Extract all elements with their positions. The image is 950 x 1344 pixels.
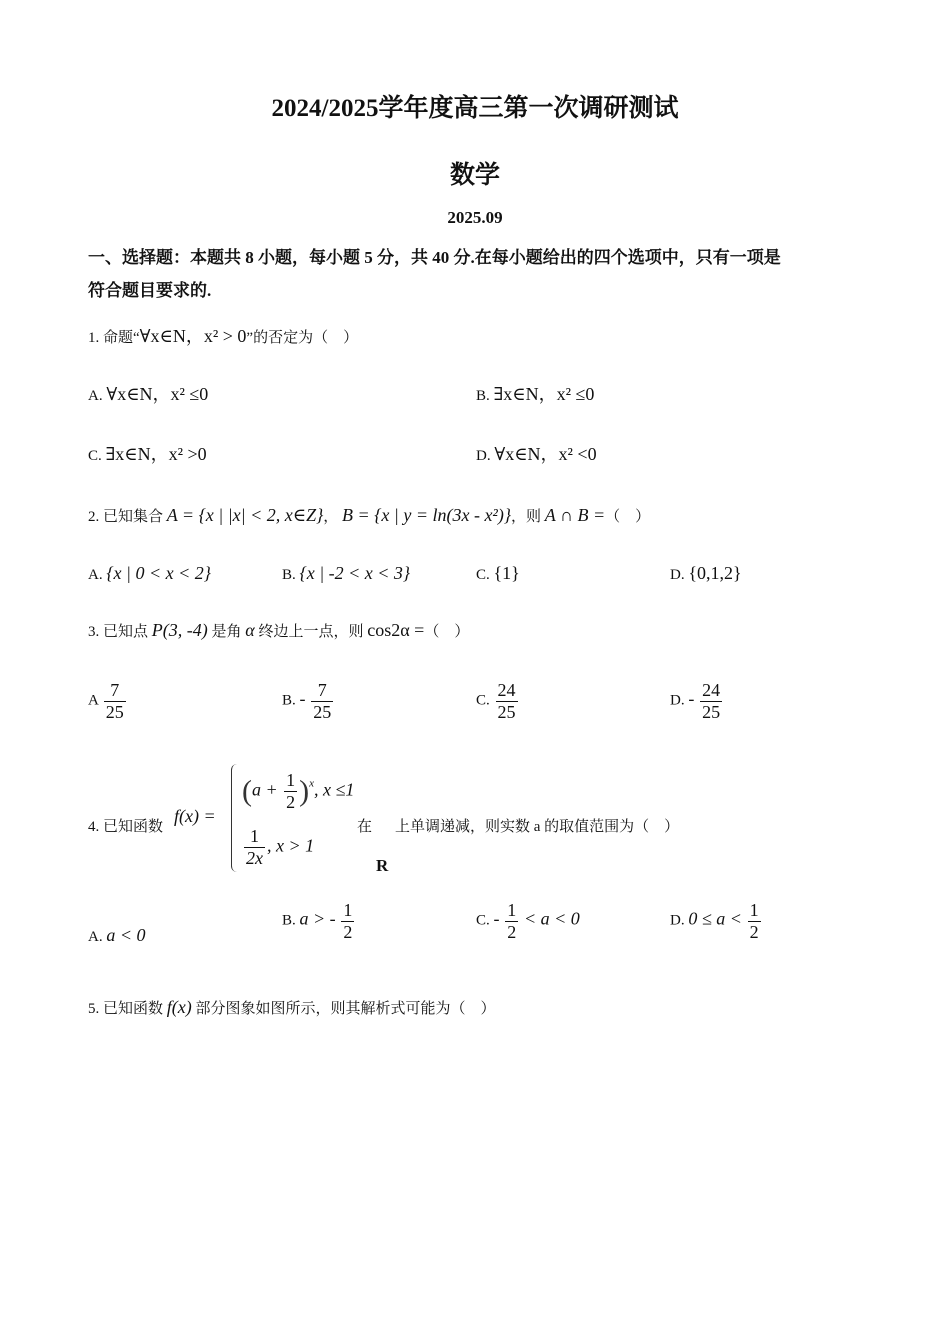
q2-prefix: 2. 已知集合 bbox=[88, 509, 164, 525]
q4-case-2-fraction: $\frac{1}{2x}$ bbox=[246, 826, 263, 868]
q4-prefix: 4. 已知函数 bbox=[88, 819, 164, 835]
section-heading bbox=[88, 241, 868, 307]
q4-option-d[interactable]: D. 0 ≤ a < $\frac{1}{2}$ bbox=[670, 900, 759, 942]
q4-case-1-fraction: $\frac{1}{2}$ bbox=[286, 770, 296, 812]
q4-piecewise-brace bbox=[231, 764, 238, 872]
exam-date: 2025.09 bbox=[447, 208, 503, 227]
q3-expr: cos2α = bbox=[367, 620, 425, 640]
q3-option-c[interactable]: C. $\frac{24}{25}$ bbox=[476, 680, 516, 722]
q4-option-b-fraction: $\frac{1}{2}$ bbox=[343, 900, 353, 942]
q3-option-a[interactable]: A $\frac{7}{25}$ bbox=[88, 680, 124, 722]
q2-option-b[interactable]: B. {x | -2 < x < 3} bbox=[282, 563, 411, 583]
q3-option-b[interactable]: B. - $\frac{7}{25}$ bbox=[282, 680, 332, 722]
q3-option-c-fraction: $\frac{24}{25}$ bbox=[497, 680, 516, 722]
q3-option-a-fraction: $\frac{7}{25}$ bbox=[105, 680, 124, 722]
q2-option-d[interactable]: D. {0,1,2} bbox=[670, 563, 742, 583]
q1-math: ∀x∈N，x² > 0 bbox=[139, 326, 247, 346]
q2-set-b: B = {x | y = ln(3x - x²)} bbox=[342, 505, 512, 525]
q5-function-name: f(x) bbox=[166, 997, 192, 1017]
q4-option-c-fraction: $\frac{1}{2}$ bbox=[507, 900, 517, 942]
section-line-1: 一、选择题：本题共 8 小题，每小题 5 分，共 40 分.在每小题给出的四个选项中，只有一项是 bbox=[88, 248, 781, 267]
q4-domain: R bbox=[376, 856, 389, 875]
q2-suffix: （ ） bbox=[605, 509, 651, 525]
exam-title: 2024/2025学年度高三第一次调研测试 bbox=[271, 95, 679, 122]
q4-option-c[interactable]: C. - $\frac{1}{2}$ < a < 0 bbox=[476, 900, 580, 942]
q3-point: P(3, -4) bbox=[151, 620, 208, 640]
q4-option-b[interactable]: B. a > - $\frac{1}{2}$ bbox=[282, 900, 353, 942]
question-2: 2. 已知集合 A = {x | |x| < 2, x∈Z}， B = {x | y = ln(3x - x²)}，则 A ∩ B =（ ） bbox=[88, 505, 651, 525]
q3-option-d[interactable]: D. - $\frac{24}{25}$ bbox=[670, 680, 721, 722]
question-5: 5. 已知函数 f(x) 部分图象如图所示，则其解析式可能为（ ） bbox=[88, 997, 496, 1017]
q3-option-b-fraction: $\frac{7}{25}$ bbox=[313, 680, 332, 722]
q2-ask: A ∩ B = bbox=[544, 505, 606, 525]
q1-option-a[interactable]: A. ∀x∈N，x² ≤0 bbox=[88, 384, 209, 404]
q2-option-c[interactable]: C. {1} bbox=[476, 563, 520, 583]
q1-prefix: 1. 命题“ bbox=[88, 330, 140, 346]
q4-on: 在 bbox=[357, 819, 373, 835]
question-1 bbox=[88, 322, 358, 348]
q1-option-b[interactable]: B. ∃x∈N，x² ≤0 bbox=[476, 384, 595, 404]
q4-case-1: (a + $\frac{1}{2}$ )$^x$, x ≤1 bbox=[242, 770, 355, 812]
q4-option-a[interactable]: A. a < 0 bbox=[88, 925, 146, 945]
question-3: 3. 已知点 P(3, -4) 是角 α 终边上一点，则 cos2α =（ ） bbox=[88, 620, 470, 640]
q1-option-c[interactable]: C. ∃x∈N，x² >0 bbox=[88, 444, 207, 464]
q1-option-d[interactable]: D. ∀x∈N，x² <0 bbox=[476, 444, 597, 464]
exam-subject: 数学 bbox=[449, 162, 500, 189]
q3-angle: α bbox=[245, 620, 255, 640]
q2-set-a: A = {x | |x| < 2, x∈Z} bbox=[166, 505, 324, 525]
q4-option-d-fraction: $\frac{1}{2}$ bbox=[749, 900, 759, 942]
q1-suffix: ”的否定为（ ） bbox=[246, 330, 359, 346]
q4-function-name: f(x) = bbox=[174, 806, 216, 826]
q2-option-a[interactable]: A. {x | 0 < x < 2} bbox=[88, 563, 211, 583]
q3-option-d-fraction: $\frac{24}{25}$ bbox=[702, 680, 721, 722]
q4-suffix: 上单调递减，则实数 a 的取值范围为（ ） bbox=[395, 819, 680, 835]
section-line-2: 符合题目要求的. bbox=[88, 281, 212, 300]
q4-case-2: $\frac{1}{2x}$ , x > 1 bbox=[246, 826, 315, 868]
q2-then: ，则 bbox=[511, 509, 542, 525]
